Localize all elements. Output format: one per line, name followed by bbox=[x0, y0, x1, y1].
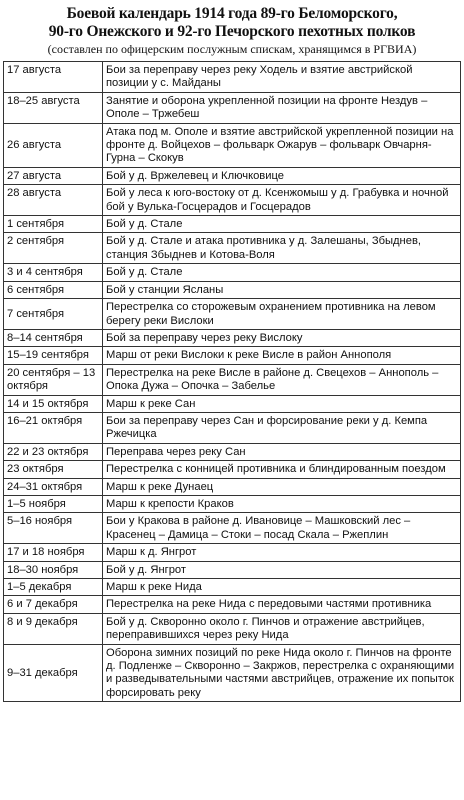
table-row bbox=[4, 281, 461, 298]
event-cell: Марш к крепости Краков bbox=[103, 495, 461, 512]
date-cell: 3 и 4 сентября bbox=[4, 264, 103, 281]
date-cell: 20 сентября – 13 октября bbox=[4, 364, 103, 395]
date-cell: 2 сентября bbox=[4, 233, 103, 264]
document-subtitle: (составлен по офицерским послужным спискам, хранящимся в РГВИА) bbox=[47, 42, 417, 56]
event-cell: Бои за переправу через реку Ходель и взятие австрийской позиции у с. Майданы bbox=[103, 62, 461, 93]
table-row bbox=[4, 513, 461, 544]
table-row bbox=[4, 123, 461, 167]
date-cell: 17 августа bbox=[4, 62, 103, 93]
table-row bbox=[4, 299, 461, 330]
date-cell: 18–25 августа bbox=[4, 92, 103, 123]
battle-calendar-body bbox=[4, 62, 461, 702]
table-row bbox=[4, 233, 461, 264]
event-cell: Бой у д. Янгрот bbox=[103, 561, 461, 578]
table-row bbox=[4, 596, 461, 613]
date-cell: 24–31 октября bbox=[4, 478, 103, 495]
date-cell: 28 августа bbox=[4, 185, 103, 216]
date-cell: 1 сентября bbox=[4, 216, 103, 233]
table-row bbox=[4, 461, 461, 478]
event-cell: Марш к реке Сан bbox=[103, 395, 461, 412]
date-cell: 6 сентября bbox=[4, 281, 103, 298]
table-row bbox=[4, 364, 461, 395]
event-cell: Бои за переправу через Сан и форсирование реки у д. Кемпа Ржечицка bbox=[103, 412, 461, 443]
table-row bbox=[4, 92, 461, 123]
table-row bbox=[4, 613, 461, 644]
event-cell: Оборона зимних позиций по реке Нида около г. Пинчов на фронте д. Подленже – Скворонно – Закржов, перестрелка с охраняющими и разведывательными частями австрийцев, отражение их попыток форсировать реку bbox=[103, 644, 461, 702]
document-title-line-2: 90-го Онежского и 92-го Печорского пехотных полков bbox=[48, 23, 416, 40]
table-row bbox=[4, 644, 461, 702]
table-row bbox=[4, 412, 461, 443]
document-title-line-1: Боевой календарь 1914 года 89-го Беломорского, bbox=[66, 5, 398, 22]
event-cell: Бой у леса к юго-востоку от д. Ксенжомыш у д. Грабувка и ночной бой у Вулька-Госцерадов и Госцерадов bbox=[103, 185, 461, 216]
event-cell: Перестрелка на реке Нида с передовыми частями противника bbox=[103, 596, 461, 613]
date-cell: 8–14 сентября bbox=[4, 329, 103, 346]
table-row bbox=[4, 347, 461, 364]
date-cell: 16–21 октября bbox=[4, 412, 103, 443]
table-row bbox=[4, 544, 461, 561]
date-cell: 26 августа bbox=[4, 123, 103, 167]
battle-calendar-table bbox=[3, 61, 461, 702]
date-cell: 6 и 7 декабря bbox=[4, 596, 103, 613]
event-cell: Бой у д. Стале bbox=[103, 216, 461, 233]
date-cell: 7 сентября bbox=[4, 299, 103, 330]
date-cell: 18–30 ноября bbox=[4, 561, 103, 578]
date-cell: 9–31 декабря bbox=[4, 644, 103, 702]
table-row bbox=[4, 443, 461, 460]
table-row bbox=[4, 264, 461, 281]
table-row bbox=[4, 395, 461, 412]
event-cell: Бой у станции Ясланы bbox=[103, 281, 461, 298]
date-cell: 23 октября bbox=[4, 461, 103, 478]
table-row bbox=[4, 329, 461, 346]
date-cell: 14 и 15 октября bbox=[4, 395, 103, 412]
date-cell: 1–5 ноября bbox=[4, 495, 103, 512]
table-row bbox=[4, 62, 461, 93]
table-row bbox=[4, 561, 461, 578]
event-cell: Перестрелка с конницей противника и блиндированным поездом bbox=[103, 461, 461, 478]
event-cell: Бой у д. Стале bbox=[103, 264, 461, 281]
event-cell: Бой за переправу через реку Вислоку bbox=[103, 329, 461, 346]
table-row bbox=[4, 478, 461, 495]
table-row bbox=[4, 216, 461, 233]
event-cell: Марш к реке Нида bbox=[103, 579, 461, 596]
event-cell: Бой у д. Скворонно около г. Пинчов и отражение австрийцев, переправившихся через реку Нида bbox=[103, 613, 461, 644]
event-cell: Марш от реки Вислоки к реке Висле в район Аннополя bbox=[103, 347, 461, 364]
table-row bbox=[4, 579, 461, 596]
event-cell: Перестрелка со сторожевым охранением противника на левом берегу реки Вислоки bbox=[103, 299, 461, 330]
date-cell: 27 августа bbox=[4, 167, 103, 184]
event-cell: Перестрелка на реке Висле в районе д. Свецехов – Аннополь – Опока Дужа – Опочка – Забелье bbox=[103, 364, 461, 395]
date-cell: 8 и 9 декабря bbox=[4, 613, 103, 644]
event-cell: Переправа через реку Сан bbox=[103, 443, 461, 460]
date-cell: 5–16 ноября bbox=[4, 513, 103, 544]
date-cell: 17 и 18 ноября bbox=[4, 544, 103, 561]
event-cell: Марш к реке Дунаец bbox=[103, 478, 461, 495]
date-cell: 1–5 декабря bbox=[4, 579, 103, 596]
date-cell: 22 и 23 октября bbox=[4, 443, 103, 460]
event-cell: Бои у Кракова в районе д. Ивановице – Машковский лес – Красенец – Дамица – Стоки – посад Скала – Ржеплин bbox=[103, 513, 461, 544]
table-row bbox=[4, 185, 461, 216]
event-cell: Атака под м. Ополе и взятие австрийской укрепленной позиции на фронте д. Войцехов – фольварк Ожарув – фольварк Овчарня-Гурна – Скокув bbox=[103, 123, 461, 167]
event-cell: Марш к д. Янгрот bbox=[103, 544, 461, 561]
date-cell: 15–19 сентября bbox=[4, 347, 103, 364]
table-row bbox=[4, 495, 461, 512]
event-cell: Бой у д. Стале и атака противника у д. Залешаны, Збыднев, станция Збыднев и Котова-Воля bbox=[103, 233, 461, 264]
event-cell: Занятие и оборона укрепленной позиции на фронте Нездув – Ополе – Тржебеш bbox=[103, 92, 461, 123]
table-row bbox=[4, 167, 461, 184]
document-header bbox=[3, 5, 461, 57]
event-cell: Бой у д. Вржелевец и Ключковице bbox=[103, 167, 461, 184]
